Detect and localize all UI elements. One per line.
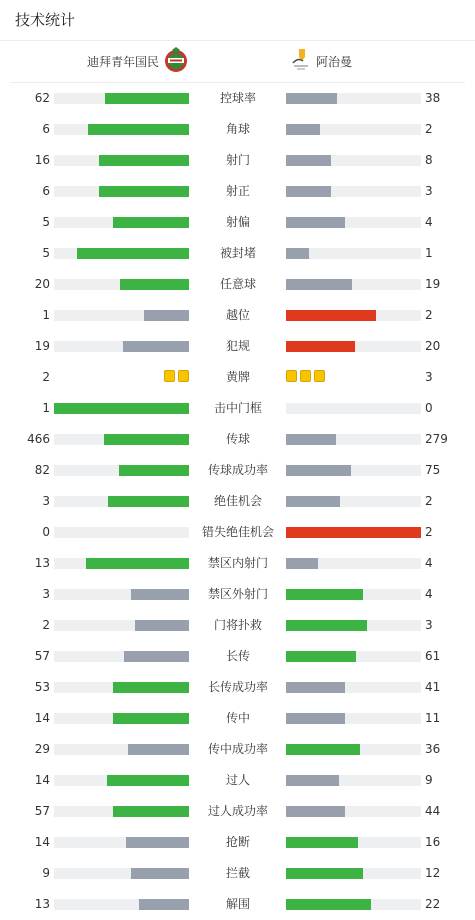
away-bar-fill bbox=[286, 775, 339, 786]
away-bar-track bbox=[286, 651, 421, 662]
stat-row bbox=[0, 610, 475, 641]
away-value: 12 bbox=[425, 866, 441, 880]
away-value: 2 bbox=[425, 122, 433, 136]
home-bar-track bbox=[54, 713, 189, 724]
home-bar-track bbox=[54, 310, 189, 321]
away-bar-fill bbox=[286, 682, 345, 693]
stat-row bbox=[0, 827, 475, 858]
home-bar-fill bbox=[86, 558, 189, 569]
away-value: 38 bbox=[425, 91, 441, 105]
away-value: 11 bbox=[425, 711, 441, 725]
home-bar-track bbox=[54, 93, 189, 104]
home-bar-fill bbox=[99, 155, 189, 166]
home-value: 14 bbox=[34, 711, 50, 725]
away-bar-fill bbox=[286, 527, 421, 538]
home-bar-fill bbox=[144, 310, 189, 321]
away-bar-fill bbox=[286, 589, 363, 600]
home-value: 1 bbox=[42, 308, 50, 322]
home-bar-track bbox=[54, 651, 189, 662]
away-bar-fill bbox=[286, 279, 352, 290]
home-bar-track bbox=[54, 899, 189, 910]
home-bar-fill bbox=[139, 899, 189, 910]
home-bar-fill bbox=[124, 651, 189, 662]
stat-row bbox=[0, 889, 475, 920]
home-bar-track bbox=[54, 186, 189, 197]
yellow-card-icon bbox=[164, 370, 175, 382]
home-bar-fill bbox=[104, 434, 189, 445]
away-team-name: 阿治曼 bbox=[316, 55, 353, 69]
away-bar-track bbox=[286, 558, 421, 569]
away-bar-track bbox=[286, 496, 421, 507]
stat-row bbox=[0, 548, 475, 579]
away-bar-fill bbox=[286, 310, 376, 321]
home-value: 29 bbox=[34, 742, 50, 756]
stat-row bbox=[0, 641, 475, 672]
away-value: 2 bbox=[425, 308, 433, 322]
away-bar-fill bbox=[286, 465, 351, 476]
away-value: 19 bbox=[425, 277, 441, 291]
away-value: 279 bbox=[425, 432, 448, 446]
away-bar-track bbox=[286, 899, 421, 910]
home-value: 82 bbox=[34, 463, 50, 477]
away-bar-track bbox=[286, 837, 421, 848]
away-bar-track bbox=[286, 155, 421, 166]
home-bar-track bbox=[54, 124, 189, 135]
yellow-card-icon bbox=[286, 370, 297, 382]
stat-row bbox=[0, 300, 475, 331]
home-bar-track bbox=[54, 589, 189, 600]
home-bar-fill bbox=[77, 248, 189, 259]
stat-label: 拦截 bbox=[225, 866, 250, 880]
away-bar-fill bbox=[286, 806, 345, 817]
stat-row bbox=[0, 424, 475, 455]
home-bar-fill bbox=[99, 186, 189, 197]
yellow-card-icon bbox=[178, 370, 189, 382]
stat-row bbox=[0, 517, 475, 548]
stat-row bbox=[0, 238, 475, 269]
stat-label: 解围 bbox=[225, 897, 250, 911]
away-bar-track bbox=[286, 589, 421, 600]
home-bar-track bbox=[54, 682, 189, 693]
away-bar-track bbox=[286, 620, 421, 631]
stat-row bbox=[0, 765, 475, 796]
away-bar-track bbox=[286, 403, 421, 414]
stat-row bbox=[0, 145, 475, 176]
stat-label: 越位 bbox=[225, 308, 250, 322]
away-bar-track bbox=[286, 527, 421, 538]
away-bar-track bbox=[286, 217, 421, 228]
home-bar-fill bbox=[123, 341, 189, 352]
home-value: 2 bbox=[42, 618, 50, 632]
stat-row bbox=[0, 455, 475, 486]
yellow-card-icon bbox=[314, 370, 325, 382]
home-bar-fill bbox=[126, 837, 189, 848]
away-value: 20 bbox=[425, 339, 441, 353]
home-bar-track bbox=[54, 248, 189, 259]
stat-label: 传中 bbox=[225, 711, 250, 725]
home-bar-track bbox=[54, 775, 189, 786]
stat-row bbox=[0, 579, 475, 610]
home-bar-fill bbox=[105, 93, 189, 104]
home-value: 19 bbox=[34, 339, 50, 353]
home-value: 57 bbox=[34, 649, 50, 663]
away-value: 75 bbox=[425, 463, 441, 477]
home-bar-fill bbox=[128, 744, 189, 755]
away-value: 4 bbox=[425, 215, 433, 229]
away-bar-fill bbox=[286, 248, 309, 259]
stat-label: 击中门框 bbox=[213, 401, 262, 415]
stat-row bbox=[0, 393, 475, 424]
away-bar-fill bbox=[286, 155, 331, 166]
home-bar-track bbox=[54, 403, 189, 414]
stat-row bbox=[0, 331, 475, 362]
home-bar-track bbox=[54, 620, 189, 631]
home-value: 1 bbox=[42, 401, 50, 415]
away-value: 2 bbox=[425, 525, 433, 539]
stat-label: 过人 bbox=[225, 773, 250, 787]
stat-row bbox=[0, 176, 475, 207]
home-value: 14 bbox=[34, 773, 50, 787]
stat-label: 长传 bbox=[225, 649, 250, 663]
stat-label: 抢断 bbox=[225, 835, 250, 849]
away-yellow-cards bbox=[286, 370, 325, 382]
stat-label: 禁区内射门 bbox=[207, 556, 268, 570]
teams-header bbox=[10, 41, 465, 83]
home-value: 16 bbox=[34, 153, 50, 167]
away-bar-track bbox=[286, 93, 421, 104]
home-value: 0 bbox=[42, 525, 50, 539]
away-value: 3 bbox=[425, 618, 433, 632]
stat-label: 门将扑救 bbox=[213, 618, 262, 632]
stat-row bbox=[0, 83, 475, 114]
home-value: 5 bbox=[42, 215, 50, 229]
stat-label: 传球 bbox=[225, 432, 250, 446]
away-value: 4 bbox=[425, 556, 433, 570]
away-bar-fill bbox=[286, 341, 355, 352]
stat-row bbox=[0, 858, 475, 889]
home-bar-fill bbox=[113, 713, 189, 724]
stat-label: 射正 bbox=[225, 184, 250, 198]
home-value: 466 bbox=[27, 432, 50, 446]
stat-label: 控球率 bbox=[219, 91, 256, 105]
stat-label: 角球 bbox=[225, 122, 250, 136]
home-bar-fill bbox=[113, 217, 189, 228]
away-bar-fill bbox=[286, 496, 340, 507]
stat-row bbox=[0, 207, 475, 238]
home-bar-fill bbox=[113, 806, 189, 817]
away-value: 16 bbox=[425, 835, 441, 849]
away-bar-track bbox=[286, 868, 421, 879]
away-bar-fill bbox=[286, 93, 337, 104]
away-value: 61 bbox=[425, 649, 441, 663]
stat-row bbox=[0, 114, 475, 145]
home-bar-track bbox=[54, 279, 189, 290]
stat-label: 绝佳机会 bbox=[213, 494, 262, 508]
stat-label: 射偏 bbox=[225, 215, 250, 229]
stat-label: 传中成功率 bbox=[207, 742, 268, 756]
home-bar-track bbox=[54, 465, 189, 476]
home-bar-fill bbox=[107, 775, 189, 786]
home-team[interactable] bbox=[87, 41, 188, 82]
home-value: 20 bbox=[34, 277, 50, 291]
away-bar-fill bbox=[286, 651, 356, 662]
away-value: 36 bbox=[425, 742, 441, 756]
home-value: 53 bbox=[34, 680, 50, 694]
home-bar-track bbox=[54, 558, 189, 569]
stat-row bbox=[0, 269, 475, 300]
away-bar-track bbox=[286, 775, 421, 786]
away-value: 22 bbox=[425, 897, 441, 911]
stat-label: 长传成功率 bbox=[207, 680, 268, 694]
away-value: 3 bbox=[425, 184, 433, 198]
away-value: 9 bbox=[425, 773, 433, 787]
home-value: 13 bbox=[34, 556, 50, 570]
home-value: 6 bbox=[42, 122, 50, 136]
home-value: 6 bbox=[42, 184, 50, 198]
away-bar-track bbox=[286, 310, 421, 321]
home-bar-track bbox=[54, 496, 189, 507]
stats-list bbox=[0, 83, 475, 920]
away-value: 2 bbox=[425, 494, 433, 508]
away-bar-fill bbox=[286, 124, 320, 135]
stat-label: 传球成功率 bbox=[207, 463, 268, 477]
home-value: 5 bbox=[42, 246, 50, 260]
home-value: 3 bbox=[42, 587, 50, 601]
home-bar-fill bbox=[120, 279, 189, 290]
home-bar-fill bbox=[135, 620, 189, 631]
away-bar-track bbox=[286, 279, 421, 290]
stat-label: 犯规 bbox=[225, 339, 250, 353]
away-bar-fill bbox=[286, 434, 336, 445]
home-bar-track bbox=[54, 837, 189, 848]
home-value: 62 bbox=[34, 91, 50, 105]
home-bar-fill bbox=[88, 124, 189, 135]
page-title: 技术统计 bbox=[0, 0, 475, 41]
home-value: 3 bbox=[42, 494, 50, 508]
home-value: 2 bbox=[42, 370, 50, 384]
home-value: 14 bbox=[34, 835, 50, 849]
away-value: 3 bbox=[425, 370, 433, 384]
away-value: 1 bbox=[425, 246, 433, 260]
stat-row bbox=[0, 672, 475, 703]
home-bar-track bbox=[54, 744, 189, 755]
home-bar-track bbox=[54, 868, 189, 879]
home-bar-track bbox=[54, 806, 189, 817]
home-bar-fill bbox=[113, 682, 189, 693]
away-bar-fill bbox=[286, 899, 371, 910]
stat-row bbox=[0, 362, 475, 393]
home-bar-track bbox=[54, 155, 189, 166]
stat-row bbox=[0, 734, 475, 765]
away-bar-fill bbox=[286, 558, 318, 569]
away-value: 8 bbox=[425, 153, 433, 167]
away-bar-track bbox=[286, 682, 421, 693]
away-bar-track bbox=[286, 434, 421, 445]
away-team[interactable] bbox=[290, 41, 352, 82]
home-value: 13 bbox=[34, 897, 50, 911]
stat-row bbox=[0, 703, 475, 734]
away-bar-track bbox=[286, 465, 421, 476]
away-bar-track bbox=[286, 806, 421, 817]
away-bar-fill bbox=[286, 837, 358, 848]
away-value: 41 bbox=[425, 680, 441, 694]
away-bar-track bbox=[286, 248, 421, 259]
away-bar-track bbox=[286, 124, 421, 135]
away-bar-fill bbox=[286, 744, 360, 755]
away-bar-track bbox=[286, 186, 421, 197]
stat-label: 任意球 bbox=[219, 277, 256, 291]
home-value: 57 bbox=[34, 804, 50, 818]
home-team-logo-icon bbox=[164, 47, 188, 76]
home-value: 9 bbox=[42, 866, 50, 880]
home-bar-fill bbox=[131, 868, 189, 879]
home-yellow-cards bbox=[164, 370, 189, 382]
away-bar-fill bbox=[286, 868, 363, 879]
away-bar-fill bbox=[286, 217, 345, 228]
home-bar-fill bbox=[119, 465, 189, 476]
stat-label: 禁区外射门 bbox=[207, 587, 268, 601]
away-value: 44 bbox=[425, 804, 441, 818]
away-value: 0 bbox=[425, 401, 433, 415]
home-bar-track bbox=[54, 217, 189, 228]
home-bar-fill bbox=[108, 496, 189, 507]
stat-label: 黄牌 bbox=[225, 370, 250, 384]
stat-label: 被封堵 bbox=[219, 246, 256, 260]
away-team-logo-icon bbox=[290, 47, 312, 76]
home-bar-fill bbox=[54, 403, 189, 414]
home-bar-track bbox=[54, 527, 189, 538]
home-team-name: 迪拜青年国民 bbox=[86, 55, 159, 69]
home-bar-fill bbox=[131, 589, 189, 600]
home-bar-track bbox=[54, 341, 189, 352]
away-value: 4 bbox=[425, 587, 433, 601]
away-bar-fill bbox=[286, 713, 345, 724]
stat-label: 错失绝佳机会 bbox=[201, 525, 274, 539]
stat-label: 射门 bbox=[225, 153, 250, 167]
away-bar-track bbox=[286, 744, 421, 755]
stat-row bbox=[0, 486, 475, 517]
stat-row bbox=[0, 796, 475, 827]
stat-label: 过人成功率 bbox=[207, 804, 268, 818]
yellow-card-icon bbox=[300, 370, 311, 382]
away-bar-fill bbox=[286, 620, 367, 631]
away-bar-fill bbox=[286, 186, 331, 197]
home-bar-track bbox=[54, 434, 189, 445]
away-bar-track bbox=[286, 341, 421, 352]
away-bar-track bbox=[286, 713, 421, 724]
